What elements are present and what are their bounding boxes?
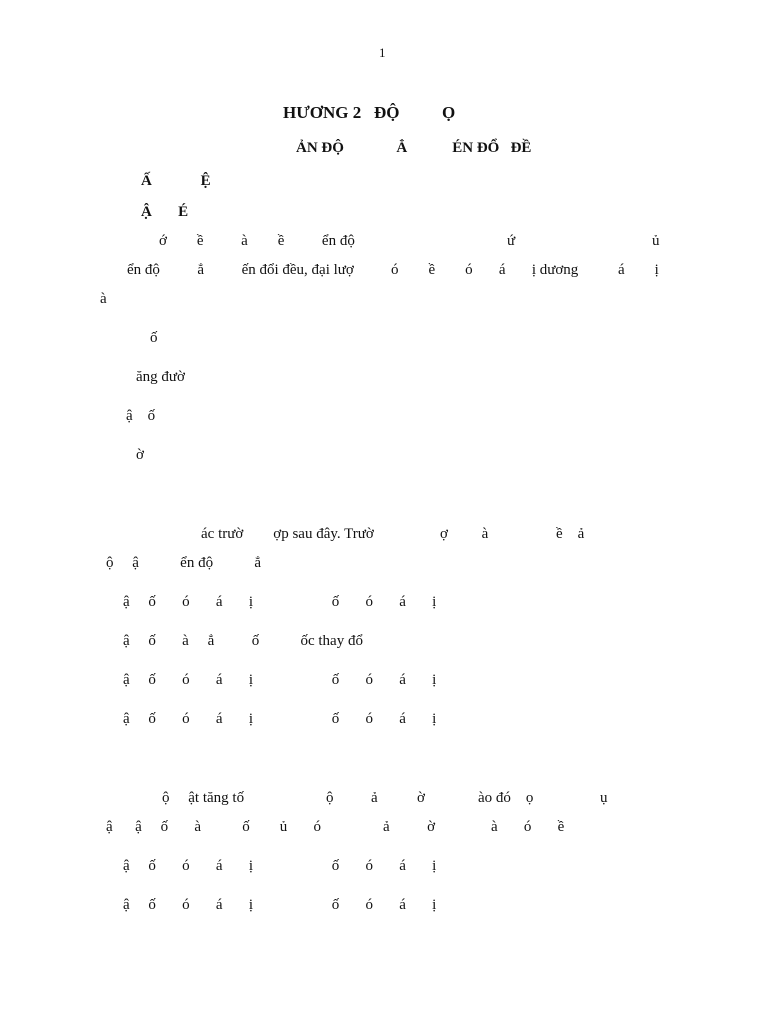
paragraph-3-line-2-c: à ó ề (491, 819, 565, 835)
paragraph-2-line-1-b: ợ à (440, 526, 489, 542)
list-1-item: ố (150, 330, 158, 346)
paragraph-3-line-1-a: ộ ật tăng tố (162, 790, 245, 806)
paragraph-1-line-1-a: ớ ề à ề ển độ (159, 233, 355, 249)
paragraph-1-line-1-c: ủ (652, 233, 660, 249)
paragraph-2-line-2: ộ ậ ển độ ẳ (106, 555, 261, 571)
list-1-item: ờ (136, 447, 144, 463)
list-3-item: ậ ố ó á ị ố ó á ị (123, 858, 437, 874)
list-3-item: ậ ố ó á ị ố ó á ị (123, 897, 437, 913)
paragraph-3-line-1-b: ộ (326, 790, 334, 806)
paragraph-3-line-1-f: ụ (600, 790, 608, 806)
list-1-item: ậ ố (126, 408, 156, 424)
paragraph-3-line-1-c: ả (371, 790, 378, 806)
list-2-item: ậ ố ó á ị ố ó á ị (123, 594, 437, 610)
list-2-item: ậ ố à ẳ ố ốc thay đổ (123, 633, 363, 649)
paragraph-3-line-1-d: ờ (417, 790, 425, 806)
paragraph-2-line-1-c: ề ả (556, 526, 585, 542)
paragraph-3-line-2-a: ậ ậ ố à ố ủ ó (106, 819, 321, 835)
paragraph-1-line-1-b: ứ (507, 233, 516, 249)
page-number: 1 (379, 45, 386, 60)
section-title: ẢN ĐỘ Ẳ ÉN ĐỔ ĐỀ (296, 140, 532, 156)
list-1-item: ăng đườ (136, 369, 185, 385)
paragraph-1-line-2-c: á ị (618, 262, 659, 278)
paragraph-1-line-3: à (100, 291, 107, 307)
heading-1: Ấ Ệ (141, 173, 211, 189)
paragraph-1-line-2-b: ó ề ó á ị dương (391, 262, 579, 278)
paragraph-2-line-1-a: ác trườ ợp sau đây. Trườ (201, 526, 374, 542)
paragraph-1-line-2-a: ển độ ẳ ến đổi đều, đại lượ (127, 262, 354, 278)
paragraph-3-line-1-e: ào đó ọ (478, 790, 534, 806)
list-2-item: ậ ố ó á ị ố ó á ị (123, 672, 437, 688)
paragraph-3-line-2-b: ả ờ (383, 819, 436, 835)
chapter-title: HƯƠNG 2 ĐỘ Ọ (283, 103, 456, 122)
heading-2: Ậ É (141, 204, 189, 220)
list-2-item: ậ ố ó á ị ố ó á ị (123, 711, 437, 727)
